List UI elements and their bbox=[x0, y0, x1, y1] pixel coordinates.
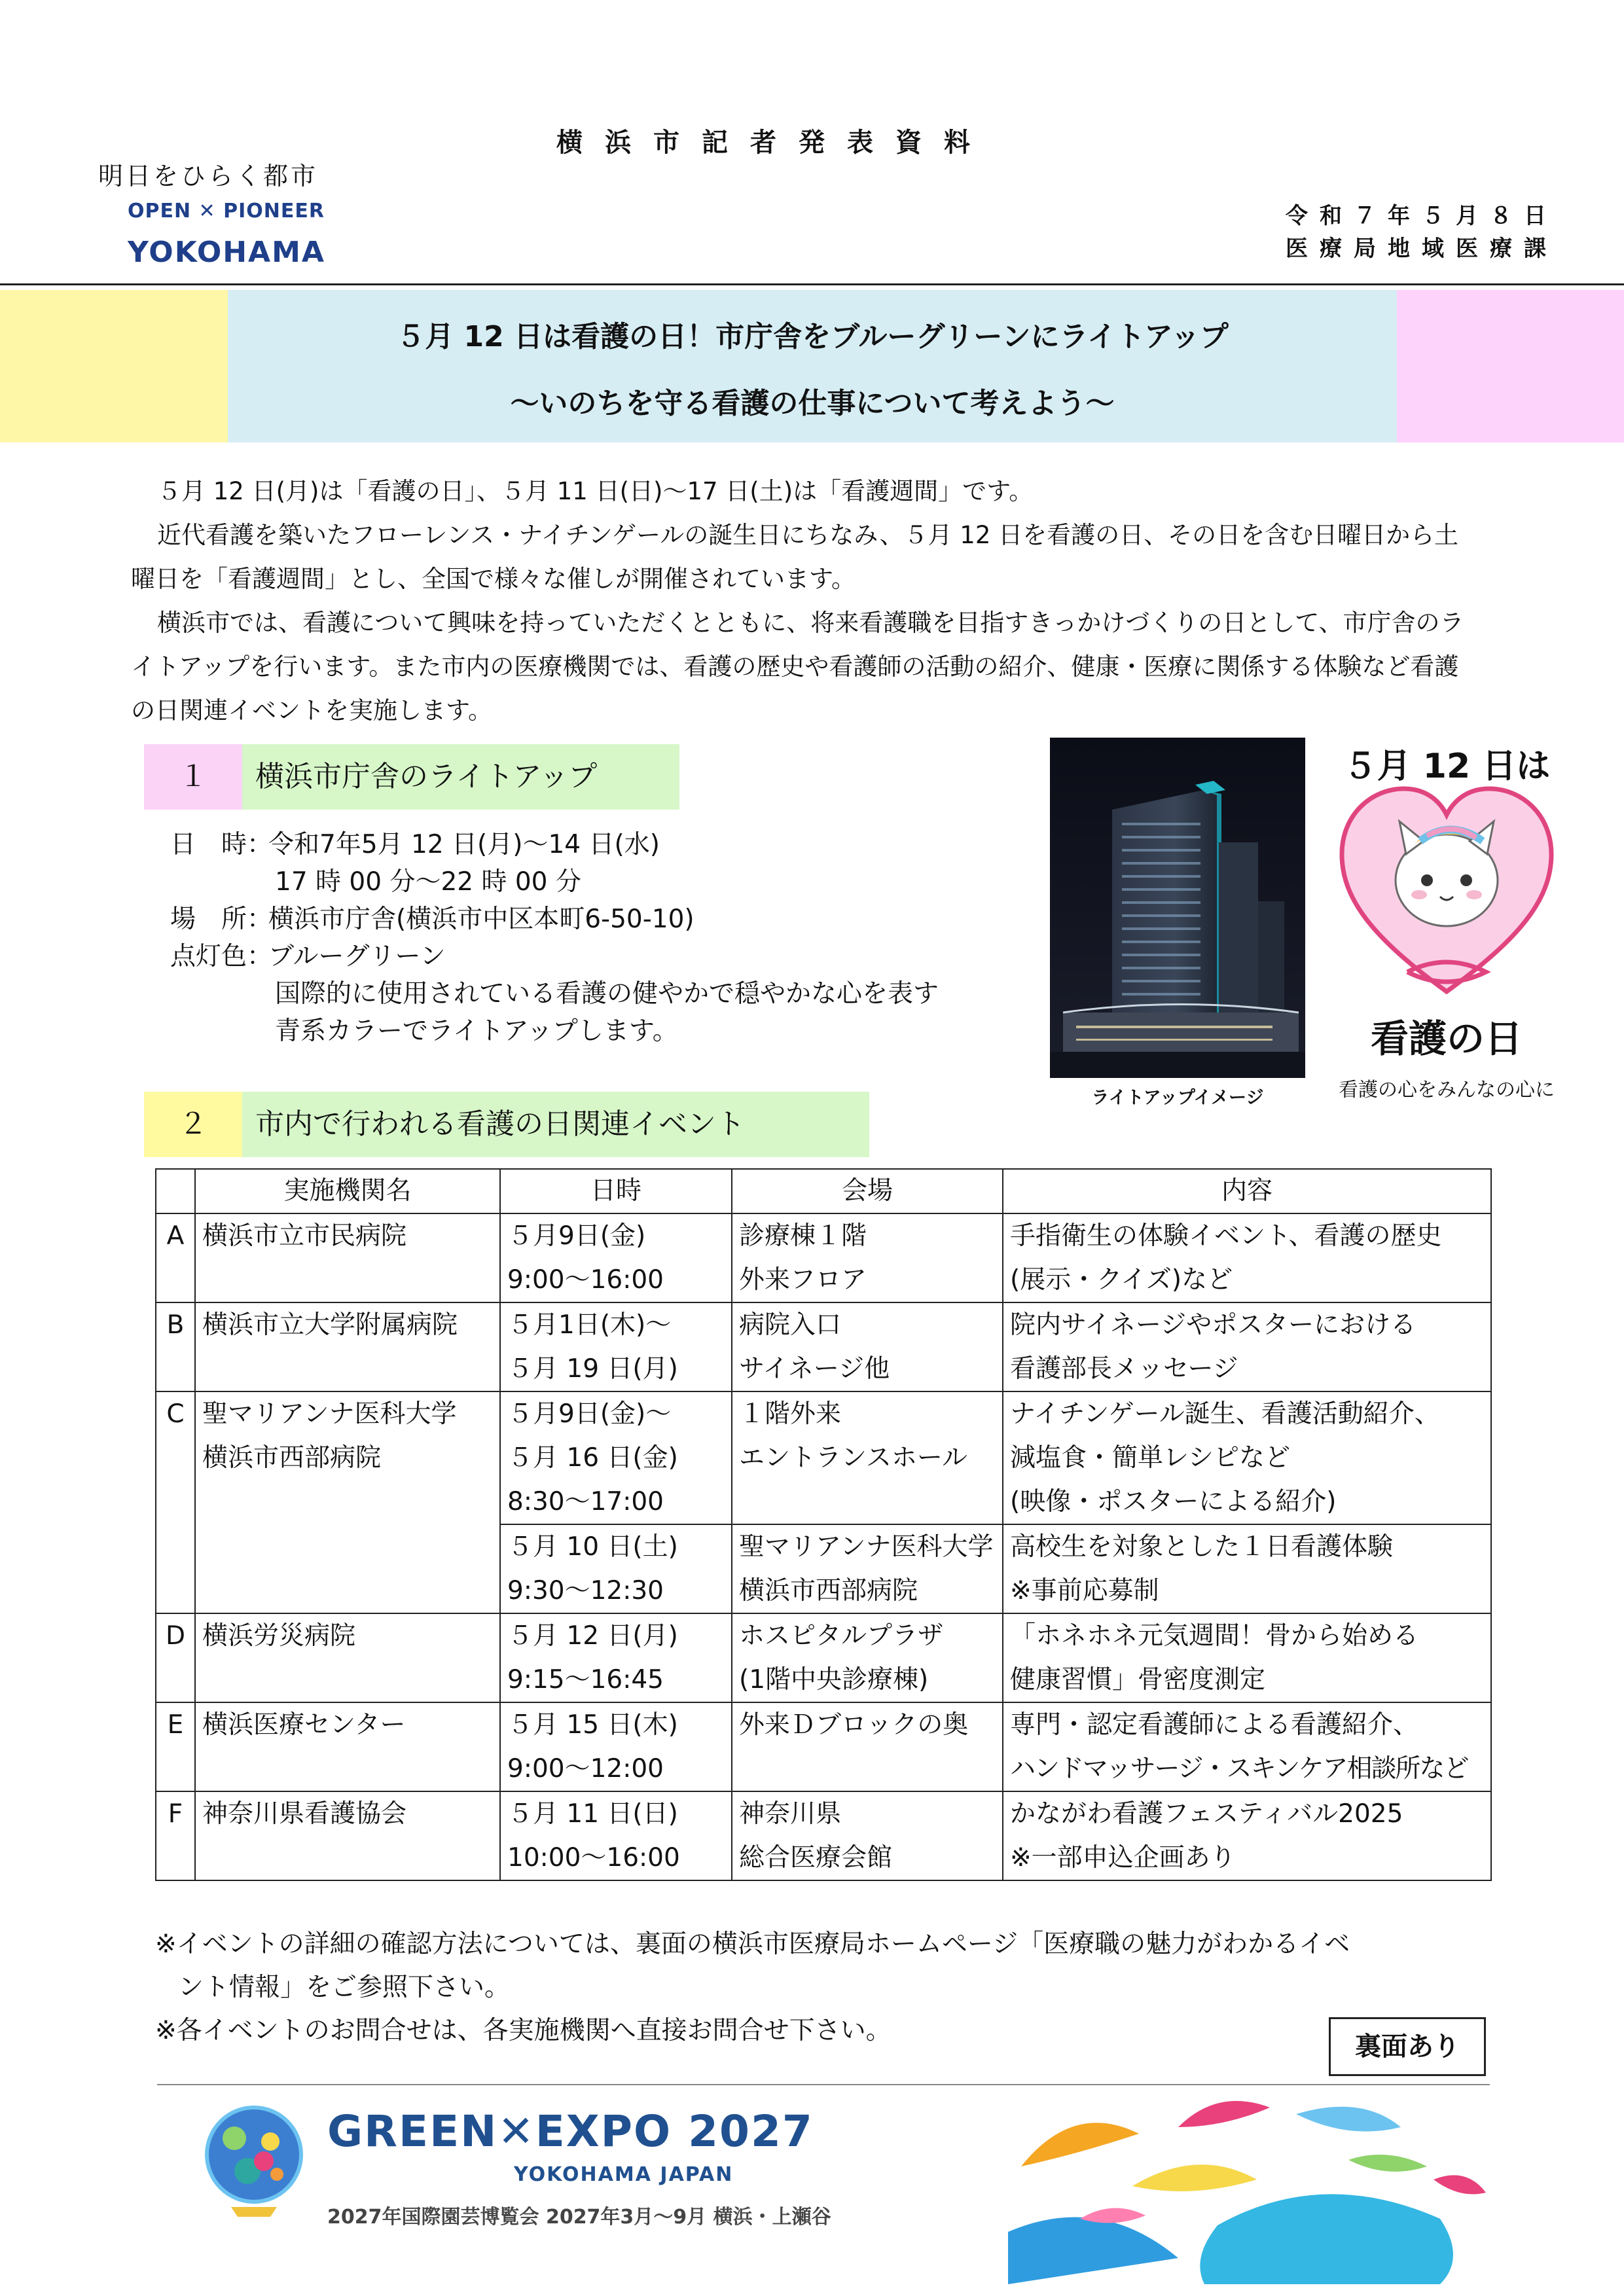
datetime-cell: ５月1日(木)～ ５月 19 日(月) bbox=[500, 1302, 732, 1391]
venue-cell: ホスピタルプラザ (1階中央診療棟) bbox=[732, 1613, 1003, 1702]
section-2-number: ２ bbox=[144, 1092, 242, 1157]
content-cell: 手指衛生の体験イベント、看護の歴史 (展示・クイズ)など bbox=[1003, 1213, 1491, 1302]
venue-cell: 神奈川県 総合医療会館 bbox=[732, 1791, 1003, 1880]
organization-cell: 横浜医療センター bbox=[195, 1702, 500, 1791]
table-header-row bbox=[156, 1169, 1491, 1213]
row-letter: B bbox=[156, 1302, 195, 1391]
color-label: 点灯色： bbox=[170, 942, 273, 971]
section-1-heading: 横浜市庁舎のライトアップ bbox=[242, 744, 679, 810]
content-cell: 「ホネホネ元気週間！骨から始める 健康習慣」骨密度測定 bbox=[1003, 1613, 1491, 1702]
row-letter: F bbox=[156, 1791, 195, 1880]
datetime-value: 令和7年5月 12 日(月)～14 日(水) bbox=[268, 830, 660, 859]
city-logo-yokohama: YOKOHAMA bbox=[128, 236, 325, 269]
back-side-notice: 裏面あり bbox=[1329, 2017, 1486, 2076]
section-1-number: １ bbox=[144, 744, 242, 810]
venue-cell: 外来Ｄブロックの奥 bbox=[732, 1702, 1003, 1791]
content-cell: かながわ看護フェスティバル2025 ※一部申込企画あり bbox=[1003, 1791, 1491, 1880]
content-cell: 院内サイネージやポスターにおける 看護部長メッセージ bbox=[1003, 1302, 1491, 1391]
events-table bbox=[155, 1168, 1492, 1881]
expo-name: GREEN✕EXPO 2027 bbox=[327, 2106, 814, 2157]
title-banner-right bbox=[1397, 290, 1624, 442]
content-cell: ナイチンゲール誕生、看護活動紹介、 減塩食・簡単レシピなど (映像・ポスターによる紹介) bbox=[1003, 1391, 1491, 1524]
datetime-cell: ５月 10 日(土) 9:30～12:30 bbox=[500, 1524, 732, 1613]
venue-cell: 病院入口 サイネージ他 bbox=[732, 1302, 1003, 1391]
column-header-venue: 会場 bbox=[732, 1169, 1003, 1213]
datetime-cell: ５月 12 日(月) 9:15～16:45 bbox=[500, 1613, 732, 1702]
footer-divider bbox=[157, 2084, 1490, 2085]
organization-cell: 横浜労災病院 bbox=[195, 1613, 500, 1702]
time-value: 17 時 00 分～22 時 00 分 bbox=[275, 867, 581, 897]
city-hall-illustration bbox=[1050, 738, 1305, 1078]
datetime-label: 日 時： bbox=[170, 830, 273, 859]
nursing-day-mascot-heart bbox=[1335, 776, 1558, 1007]
content-cell: 高校生を対象とした１日看護体験 ※事前応募制 bbox=[1003, 1524, 1491, 1613]
table-row bbox=[156, 1702, 1491, 1791]
table-row bbox=[156, 1791, 1491, 1880]
row-letter: A bbox=[156, 1213, 195, 1302]
datetime-cell: ５月 11 日(日) 10:00～16:00 bbox=[500, 1791, 732, 1880]
nursing-day-slogan: 看護の心をみんなの心に bbox=[1339, 1079, 1555, 1102]
venue-cell: １階外来 エントランスホール bbox=[732, 1391, 1003, 1524]
column-header-datetime: 日時 bbox=[500, 1169, 732, 1213]
content-cell: 専門・認定看護師による看護紹介、 ハンドマッサージ・スキンケア相談所など bbox=[1003, 1702, 1491, 1791]
expo-decoration bbox=[982, 2088, 1492, 2287]
nursing-day-label: 看護の日 bbox=[1370, 1016, 1523, 1061]
datetime-cell: ５月9日(金) 9:00～16:00 bbox=[500, 1213, 732, 1302]
row-letter: D bbox=[156, 1613, 195, 1702]
release-date: 令和７年５月８日 bbox=[1286, 203, 1558, 229]
expo-globe-logo bbox=[195, 2102, 313, 2229]
datetime-cell: ５月9日(金)～ ５月 16 日(金) 8:30～17:00 bbox=[500, 1391, 732, 1524]
nursing-day-date-label: ５月 12 日は bbox=[1343, 747, 1551, 786]
note-event-details-line2: ント情報」をご参照下さい。 bbox=[178, 1973, 511, 2002]
column-header-letter bbox=[156, 1169, 195, 1213]
note-event-details-line1: ※イベントの詳細の確認方法については、裏面の横浜市医療局ホームページ「医療職の魅力がわかるイベ bbox=[155, 1929, 1350, 1959]
city-hall-lightup-photo bbox=[1050, 738, 1305, 1078]
venue-cell: 聖マリアンナ医科大学 横浜市西部病院 bbox=[732, 1524, 1003, 1613]
note-inquiries: ※各イベントのお問合せは、各実施機関へ直接お問合せ下さい。 bbox=[155, 2016, 892, 2045]
intro-paragraph-3: 横浜市では、看護について興味を持っていただくとともに、将来看護職を目指すきっかけづくりの日として、市庁舎のライトアップを行います。また市内の医療機関では、看護の歴史や看護師の活動の紹介、健康・医療に関係する体験など看護の日関連イベントを実施します。 bbox=[131, 609, 1464, 725]
organization-cell: 横浜市立市民病院 bbox=[195, 1213, 500, 1302]
venue-cell: 診療棟１階 外来フロア bbox=[732, 1213, 1003, 1302]
expo-period: 2027年国際園芸博覧会 2027年3月～9月 横浜・上瀬谷 bbox=[327, 2206, 831, 2229]
section-2-heading: 市内で行われる看護の日関連イベント bbox=[242, 1092, 869, 1157]
issuing-department: 医療局地域医療課 bbox=[1286, 236, 1558, 262]
color-description-1: 国際的に使用されている看護の健やかで穏やかな心を表す bbox=[275, 979, 939, 1009]
place-value: 横浜市庁舎(横浜市中区本町6-50-10) bbox=[268, 905, 695, 934]
column-header-content: 内容 bbox=[1003, 1169, 1491, 1213]
city-logo-open-pioneer: OPEN ✕ PIONEER bbox=[128, 200, 325, 223]
place-label: 場 所： bbox=[170, 905, 273, 934]
table-row bbox=[156, 1613, 1491, 1702]
photo-caption: ライトアップイメージ bbox=[1091, 1088, 1264, 1108]
leaf-shapes-icon bbox=[982, 2088, 1492, 2284]
globe-icon bbox=[195, 2102, 313, 2227]
document-type-heading: 横浜市記者発表資料 bbox=[556, 128, 992, 158]
title-banner-left bbox=[0, 290, 228, 442]
row-letter: C bbox=[156, 1391, 195, 1613]
color-value: ブルーグリーン bbox=[268, 942, 446, 971]
datetime-cell: ５月 15 日(木) 9:00～12:00 bbox=[500, 1702, 732, 1791]
table-row bbox=[156, 1213, 1491, 1302]
color-description-2: 青系カラーでライトアップします。 bbox=[275, 1016, 678, 1046]
organization-cell: 神奈川県看護協会 bbox=[195, 1791, 500, 1880]
intro-paragraph-1: ５月 12 日(月)は「看護の日」、５月 11 日(日)～17 日(土)は「看護週間」です。 bbox=[157, 477, 1034, 505]
table-row bbox=[156, 1391, 1491, 1524]
press-title: ５月 12 日は看護の日！市庁舎をブルーグリーンにライトアップ bbox=[396, 320, 1229, 353]
row-letter: E bbox=[156, 1702, 195, 1791]
organization-cell: 横浜市立大学附属病院 bbox=[195, 1302, 500, 1391]
intro-paragraph-2: 近代看護を築いたフローレンス・ナイチンゲールの誕生日にちなみ、５月 12 日を看護の日、その日を含む日曜日から土曜日を「看護週間」とし、全国で様々な催しが開催されています。 bbox=[131, 521, 1459, 593]
expo-location: YOKOHAMA JAPAN bbox=[514, 2163, 734, 2186]
heart-icon bbox=[1335, 776, 1558, 1005]
header-divider bbox=[0, 283, 1624, 285]
city-logo-tagline: 明日をひらく都市 bbox=[98, 162, 319, 190]
organization-cell: 聖マリアンナ医科大学 横浜市西部病院 bbox=[195, 1391, 500, 1613]
column-header-organization: 実施機関名 bbox=[195, 1169, 500, 1213]
press-subtitle: ～いのちを守る看護の仕事について考えよう～ bbox=[510, 387, 1115, 420]
table-row bbox=[156, 1302, 1491, 1391]
